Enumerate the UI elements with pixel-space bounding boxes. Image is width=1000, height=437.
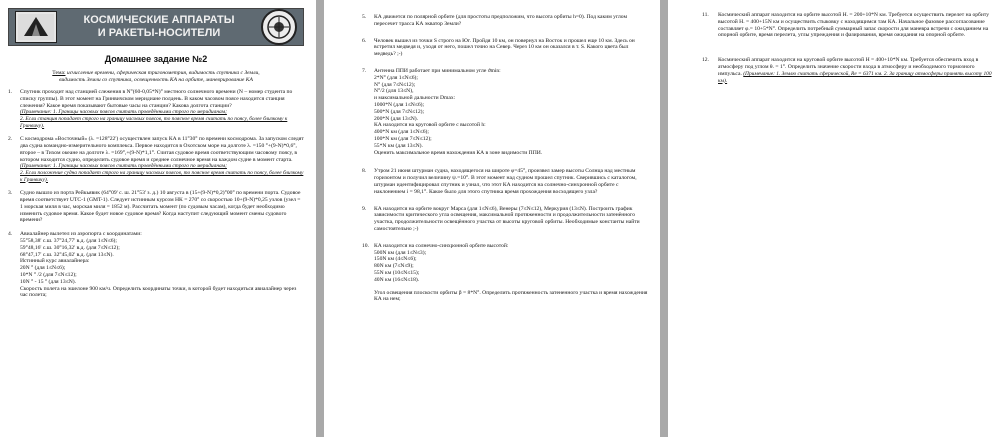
task-line: N° (для 7≤N≤12);	[374, 81, 416, 88]
task-line: 10N ° - 15 ° (для 13≤N).	[20, 278, 76, 285]
task-text: Авиалайнер вылетел из аэропорта с координатами:	[20, 231, 142, 238]
task-line: 500N км (для 1≤N≤3);	[374, 249, 427, 256]
task-text: Утром 21 июня штурман судна, находящегося на широте φ=45°, произвел замер высоты Солнца над местным горизонтом и получил величину ψ.=10°. В этот момент над судном прошел спутник. Сверившись с каталогом, штурман идентифицировал спутник и узнал, что этот КА находится на солнечно-синхронной орбите с наклонением i = 98,1°. Какое было для этого спутника время прохождения восходящего узла?	[374, 168, 637, 195]
task-text: Космический аппарат находится на круговой орбите высотой H = 400+10*N км. Требуется обеспечить вход в атмосферу под углом θ. = 1°. Определить значение скорости входа в атмосферу и необходимого тормозного импульса.	[718, 57, 979, 77]
task-number: 2.	[8, 136, 13, 143]
task-item	[702, 12, 992, 39]
task-line: Угол освещения плоскости орбиты β = 8*N°. Определить протяженность затененного участка и время нахождения КА на нем;	[374, 289, 648, 303]
task-text: Космический аппарат находится на орбите высотой H. = 200+10*N км. Требуется осуществить перелет на орбиту высотой H. = 400+15N км и осуществить стыковку с находящимся там КА. Начальное фазовое рассогласование составляет φ.= 10+5*N°. Определить потребный суммарный запас скорости для маневра встречи с ожиданием на опорной орбите, время перелета, углы упреждения и фазирования, время ожидания на опорной орбите.	[718, 12, 990, 39]
task-line: КА находится на круговой орбите с высотой h:	[374, 122, 486, 129]
task-number: 12.	[702, 57, 709, 64]
task-text: Антенна ППИ работает при минимальном угле ϑmin:	[374, 67, 501, 74]
header-title-line-1: КОСМИЧЕСКИЕ АППАРАТЫ	[83, 14, 235, 26]
task-line: 1000*N (для 1≤N≤6);	[374, 101, 425, 108]
task-line: 10*N ° /2 (для 7≤N≤12);	[20, 271, 77, 278]
task-line: 68°47,17' с.ш. 32°45,02' в.д. (для 13≤N).	[20, 251, 114, 258]
task-line: 100*N км (для 7≤N≤12);	[374, 135, 432, 142]
task-line: Оценить максимальное время нахождения КА в зоне видимости ППИ.	[374, 149, 543, 156]
task-text: С космодрома «Восточный» (λ. =128°22') осуществлен запуск КА в 11°30° по времени космодрома. За запуском следят два судна командно-измерительного комплекса. Первое находится в Охотском море на долготе λ. =150 °+(9-N)*0,6°, второе – в Тихом океане на долготе λ. =169°,+(9-N)*1,1°. Считая судовое время соответствующим часовому поясу, в котором находится судно, определить судовое время и среднее солнечное время на каждом судне в момент старта.	[20, 136, 304, 163]
task-line: 80N км (7≤N≤9);	[374, 263, 414, 270]
task-line: 500*N (для 7≤N≤12);	[374, 108, 425, 115]
task-text: КА находится на солнечно-синхронной орбите высотой:	[374, 242, 509, 249]
task-note: (Примечание: 1. Границы часовых поясов считать проведёнными строго по меридианам;	[20, 163, 227, 170]
task-item	[8, 231, 304, 299]
task-item	[8, 190, 304, 224]
task-number: 8.	[362, 168, 367, 175]
task-note: 2. Если станция попадает строго на границу часовых поясов, то поясное время считать по поясу, более близкому к Гринвичу).	[20, 115, 288, 129]
rocket-logo-icon	[15, 11, 57, 43]
document-page-2	[324, 0, 660, 437]
task-number: 3.	[8, 190, 13, 197]
task-line: 200*N (для 13≤N).	[374, 115, 419, 122]
task-item	[362, 14, 650, 28]
task-number: 7.	[362, 67, 367, 74]
task-line: Истинный курс авиалайнера:	[20, 258, 90, 265]
task-note: (Примечание: 1. Границы часовых поясов считать проведёнными строго по меридианам;	[20, 109, 227, 116]
task-note: (Примечание: 1. Землю считать сферической, Re = 6371 км. 2. За границу атмосферы принять высоту 100 км).	[718, 70, 992, 84]
task-line: 40N км (16≤N≤18).	[374, 276, 420, 283]
task-line: 55N км (10≤N≤15);	[374, 269, 420, 276]
emblem-icon	[261, 9, 297, 45]
task-line: 150N км (4≤N≤6);	[374, 256, 417, 263]
task-text: КА находится на орбите вокруг Марса (для 1≤N≤6), Венеры (7≤N≤12), Меркурия (13≤N). Построить график зависимости критического угла освещения, максимальной протяженности и продолжительности затенённого участка, продолжительности освещённого участка от высоты круговой орбиты. Необходимые константы найти самостоятельно ;-)	[374, 205, 640, 232]
task-number: 10.	[362, 242, 369, 249]
task-item	[362, 68, 650, 156]
task-line: 59°48,16' с.ш. 30°16,32' в.д. (для 7≤N≤12);	[20, 244, 120, 251]
task-number: 9.	[362, 205, 367, 212]
task-line: 400*N км (для 1≤N≤6);	[374, 129, 429, 136]
task-item	[362, 206, 650, 233]
task-line: N°/2 (для 13≤N),	[374, 88, 414, 95]
task-line: 20N ° (для 1≤N≤6);	[20, 265, 66, 272]
task-item	[8, 136, 304, 183]
task-note: 2. Если положение судна попадает строго на границу часовых поясов, то поясное время считать по поясу, более близкому к Гринвичу).	[20, 169, 304, 183]
theme-text-line-1: исчисление времени, сферическая тригонометрия, видимость спутника с Земли,	[65, 70, 260, 76]
document-page-1	[0, 0, 316, 437]
task-text: Человек вышел из точки S строго на Юг. Пройдя 10 км, он повернул на Восток и прошел еще 10 км. Здесь он встретил медведя и, уходя от него, пошел точно на Север. Через 10 км он оказался в т. S. Какого цвета был медведь? ;-)	[374, 37, 635, 58]
task-item	[8, 89, 304, 129]
task-text: Судно вышло из порта Рейкьявик (64°09' с. ш. 21°53' з. д.) 10 августа в (15+(9-N)*0,2)°00° по времени порта. Судовое время соответствует UTC-1 (GMT-1). Следует истинным курсом НК = 270° со скоростью 10+(9-N)*0,25 узлов (узел = 1 морская миля в час, морская миля = 1852 м). Рассчитать момент (по судовым часам), когда будет необходимо изменить судовое время. Какое будет новое судовое время? Когда наступит следующий момент смены судового времени?	[20, 190, 301, 224]
task-text: Спутник проходит над станцией слежения в N°(60-0,05*N)° местного солнечного времени (N – номер студента по списку группы). В этот момент на Гринвичском меридиане полдень. В каком часовом поясе находится станция слежения? Какое время показывают бытовые часы на станции? Какова долгота станции?	[20, 89, 293, 109]
header-title	[57, 14, 261, 40]
theme-block	[8, 70, 304, 84]
document-page-3	[668, 0, 1000, 437]
task-number: 4.	[8, 231, 13, 238]
theme-text-line-2: видимость Земли со спутника, освещенность КА на орбите, маневрирование КА	[59, 77, 253, 83]
task-number: 5.	[362, 14, 367, 20]
task-line: 55*N км (для 13≤N).	[374, 142, 423, 149]
task-text: КА движется по полярной орбите (для простоты предположим, что высота орбиты h=0). Под каким углом пересечет трасса КА экватор Земли?	[374, 14, 628, 27]
task-item	[362, 168, 650, 195]
document-title: Домашнее задание №2	[104, 54, 208, 64]
task-item	[362, 243, 650, 303]
task-line: и максимальной дальности Dmax:	[374, 95, 456, 102]
task-number: 6.	[362, 37, 367, 44]
task-number: 11.	[702, 12, 709, 18]
task-item	[702, 57, 992, 84]
task-line: 55°58,38' с.ш. 37°24,77' в.д. (для 1≤N≤6);	[20, 237, 117, 244]
task-line: Скорость полета на эшелоне 900 км/ч. Определить координаты точки, в которой будет находиться авиалайнер через час полета;	[20, 285, 297, 299]
document-header	[8, 8, 304, 46]
task-line: 2*N° (для 1≤N≤6);	[374, 74, 418, 81]
theme-label: Тема:	[52, 70, 66, 76]
task-item	[362, 38, 650, 58]
task-number: 1.	[8, 89, 13, 95]
header-title-line-2: И РАКЕТЫ-НОСИТЕЛИ	[97, 27, 221, 39]
